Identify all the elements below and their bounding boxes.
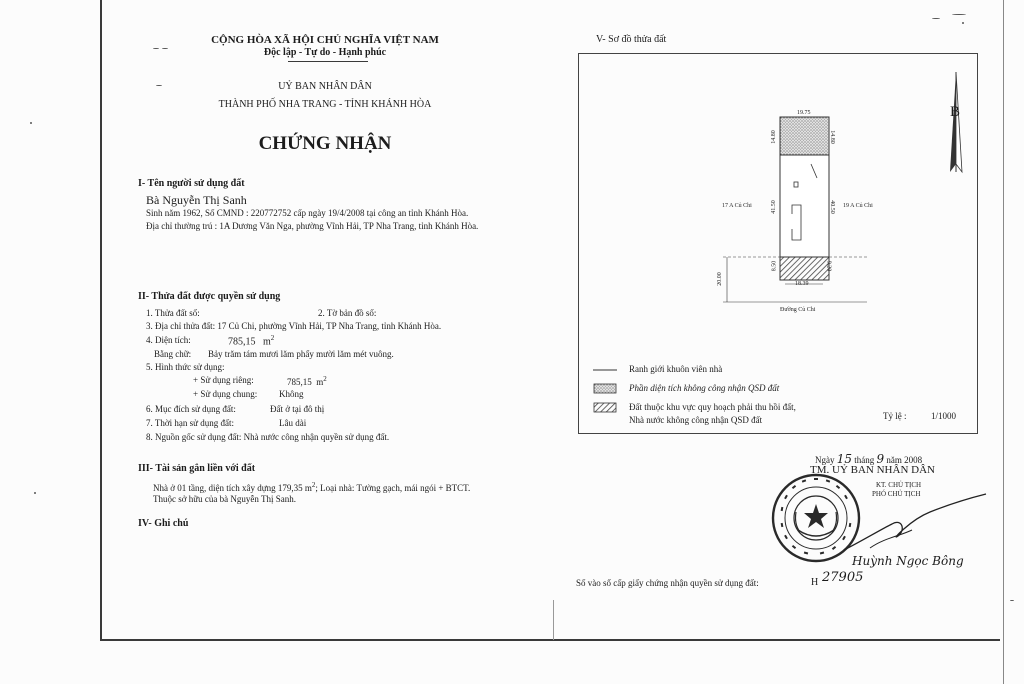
north-label: B bbox=[950, 104, 961, 120]
legend-hatched-swatch bbox=[594, 403, 616, 412]
authority-heading: UỶ BAN NHÂN DÂN bbox=[278, 81, 372, 92]
dim-side-top-right: 14.80 bbox=[828, 130, 835, 144]
north-arrow-icon bbox=[950, 72, 962, 172]
neighbor-left: 17 A Củ Chi bbox=[722, 203, 752, 209]
issue-date: Ngày 15 tháng 9 năm 2008 bbox=[815, 452, 923, 466]
map-sheet-number: 2. Tờ bản đồ số: bbox=[318, 308, 377, 318]
area-words: Bảy trăm tám mươi lăm phẩy mười lăm mét vuông. bbox=[208, 349, 394, 359]
national-heading: CỘNG HÒA XÃ HỘI CHỦ NGHĨA VIỆT NAM bbox=[211, 34, 439, 46]
section1-heading: I- Tên người sử dụng đất bbox=[138, 178, 245, 189]
neighbor-right: 19 A Củ Chi bbox=[843, 203, 873, 209]
dim-lower-left: 8.50 bbox=[771, 260, 778, 272]
dim-top: 19.75 bbox=[797, 110, 811, 116]
bottom-border bbox=[100, 639, 1000, 641]
private-use-label: + Sử dụng riêng: bbox=[193, 375, 254, 385]
dim-side-mid-right: 40.50 bbox=[828, 200, 835, 214]
register-prefix: H bbox=[811, 577, 819, 588]
legend-boundary: Ranh giới khuôn viên nhà bbox=[629, 364, 723, 374]
section3-heading: III- Tài sản gắn liền với đất bbox=[138, 463, 256, 474]
private-use-value: 785,15 $m^2$ bbox=[287, 375, 327, 387]
legend-planning-1: Đất thuộc khu vực quy hoạch phải thu hồi đất, bbox=[629, 402, 796, 412]
area-label: 4. Diện tích: bbox=[146, 335, 191, 345]
center-fold bbox=[553, 600, 554, 640]
land-origin: 8. Nguồn gốc sử dụng đất: Nhà nước công nhận quyền sử dụng đất. bbox=[146, 432, 390, 442]
shared-use-value: Không bbox=[279, 389, 304, 399]
purpose-label: 6. Mục đích sử dụng đất: bbox=[146, 404, 236, 414]
dim-bottom: 18.39 bbox=[795, 281, 809, 287]
dim-side-top: 14.80 bbox=[770, 130, 777, 144]
left-border bbox=[100, 0, 102, 640]
shared-use-label: + Sử dụng chung: bbox=[193, 389, 258, 399]
scale-label: Tỷ lệ : bbox=[883, 411, 907, 421]
plan-heading: V- Sơ đồ thửa đất bbox=[596, 34, 667, 45]
register-label: Số vào sổ cấp giấy chứng nhận quyền sử dụng đất: bbox=[576, 578, 759, 588]
motto-underline bbox=[288, 61, 368, 62]
page-title: CHỨNG NHẬN bbox=[258, 133, 392, 154]
plot-plan-drawing bbox=[579, 54, 976, 432]
area-words-label: Bằng chữ: bbox=[154, 349, 192, 359]
purpose-value: Đất ở tại đô thị bbox=[270, 404, 325, 414]
scale-value: 1/1000 bbox=[931, 411, 957, 421]
right-edge bbox=[1003, 0, 1004, 684]
owner-address: Địa chỉ thường trú : 1A Dương Văn Nga, phường Vĩnh Hải, TP Nha Trang, tỉnh Khánh Hòa. bbox=[146, 221, 479, 231]
signer-name: Huỳnh Ngọc Bông bbox=[852, 554, 964, 568]
assets-line2: Thuộc sở hữu của bà Nguyễn Thị Sanh. bbox=[153, 494, 296, 504]
signer-role-2: PHÓ CHỦ TỊCH bbox=[872, 490, 921, 498]
usage-form: 5. Hình thức sử dụng: bbox=[146, 362, 225, 372]
section2-heading: II- Thửa đất được quyền sử dụng bbox=[138, 291, 281, 302]
dim-setback: 20.00 bbox=[716, 272, 723, 286]
signing-org: TM. UỶ BAN NHÂN DÂN bbox=[810, 464, 935, 476]
term-label: 7. Thời hạn sử dụng đất: bbox=[146, 418, 234, 428]
term-value: Lâu dài bbox=[279, 418, 307, 428]
plot-address: 3. Địa chỉ thửa đất: 17 Củ Chi, phường Vĩnh Hải, TP Nha Trang, tỉnh Khánh Hòa. bbox=[146, 321, 442, 331]
dim-side-mid: 41.50 bbox=[770, 200, 777, 214]
legend-planning-2: Nhà nước không công nhận QSD đất bbox=[629, 415, 763, 425]
legend-dotted-swatch bbox=[594, 384, 616, 393]
register-number: 27905 bbox=[822, 570, 864, 585]
city-heading: THÀNH PHỐ NHA TRANG - TỈNH KHÁNH HÒA bbox=[218, 99, 432, 110]
section4-heading: IV- Ghi chú bbox=[138, 518, 189, 529]
assets-line1: Nhà ở 01 tầng, diện tích xây dựng 179,35 $m^2$; Loại nhà: Tường gạch, mái ngói + BTCT. bbox=[153, 481, 471, 493]
dim-lower-right: 9.20 bbox=[825, 260, 832, 272]
road-label: Đường Củ Chi bbox=[780, 307, 816, 313]
area-value: 785,15 $m^2$ bbox=[228, 334, 275, 348]
plot-plan-box bbox=[578, 53, 978, 434]
legend-unrecognized: Phần diện tích không công nhận QSD đất bbox=[629, 383, 780, 393]
owner-birth-id: Sinh năm 1962, Số CMND : 220772752 cấp ngày 19/4/2008 tại công an tỉnh Khánh Hòa. bbox=[146, 208, 469, 218]
owner-name: Bà Nguyễn Thị Sanh bbox=[146, 193, 247, 207]
signer-role-1: KT. CHỦ TỊCH bbox=[876, 481, 922, 489]
plot-number: 1. Thửa đất số: bbox=[146, 308, 200, 318]
signature-stroke-icon bbox=[840, 490, 990, 560]
motto: Độc lập - Tự do - Hạnh phúc bbox=[263, 47, 387, 58]
